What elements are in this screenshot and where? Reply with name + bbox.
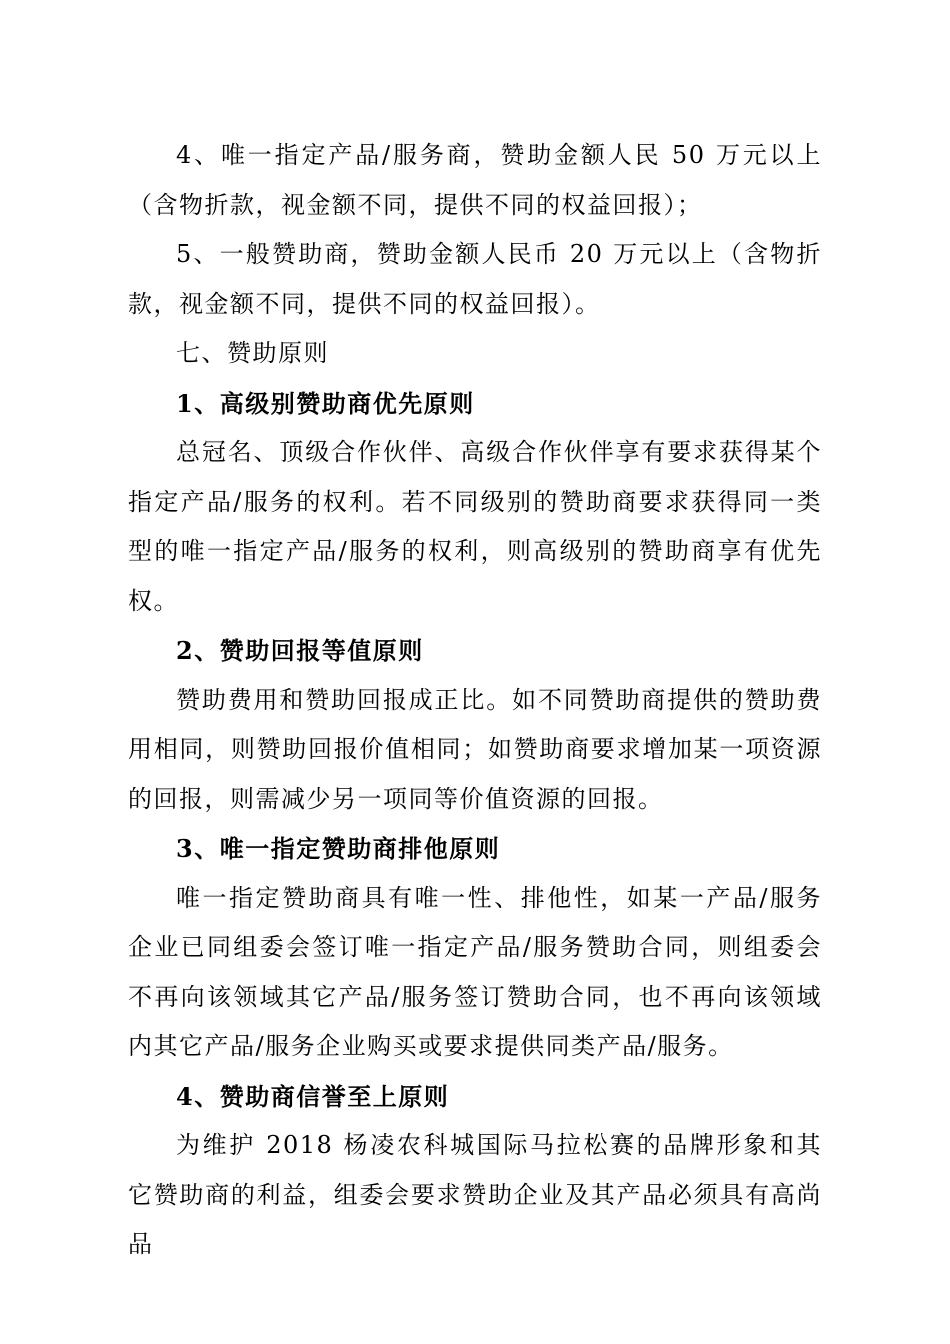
paragraph-priority-principle: 总冠名、顶级合作伙伴、高级合作伙伴享有要求获得某个指定产品/服务的权利。若不同级别的赞助商要求获得同一类型的唯一指定产品/服务的权利，则高级别的赞助商享有优先权。: [128, 438, 822, 615]
heading-reputation-principle: 4、赞助商信誉至上原则: [176, 1081, 450, 1111]
heading-equal-value-principle: 2、赞助回报等值原则: [176, 636, 424, 665]
paragraph-equal-value-principle: 赞助费用和赞助回报成正比。如不同赞助商提供的赞助费用相同，则赞助回报价值相同；如赞助商要求增加某一项资源的回报，则需减少另一项同等价值资源的回报。: [128, 685, 822, 813]
paragraph-reputation-principle: 为维护 2018 杨凌农科城国际马拉松赛的品牌形象和其它赞助商的利益，组委会要求赞助企业及其产品必须具有高尚品: [128, 1131, 822, 1258]
paragraph-tier5-sponsor: 5、一般赞助商，赞助金额人民币 20 万元以上（含物折款，视金额不同，提供不同的权益回报）。: [128, 240, 822, 318]
heading-exclusivity-principle: 3、唯一指定赞助商排他原则: [176, 834, 501, 863]
section-heading-sponsorship-principles: 七、赞助原则: [176, 339, 329, 367]
paragraph-exclusivity-principle: 唯一指定赞助商具有唯一性、排他性，如某一产品/服务企业已同组委会签订唯一指定产品/服务赞助合同，则组委会不再向该领域其它产品/服务签订赞助合同，也不再向该领域内其它产品/服务企业购买或要求提供同类产品/服务。: [128, 883, 822, 1060]
document-page: [128, 131, 822, 1270]
paragraph-tier4-sponsor: 4、唯一指定产品/服务商，赞助金额人民 50 万元以上（含物折款，视金额不同，提供不同的权益回报）；: [128, 141, 822, 219]
heading-priority-principle: 1、高级别赞助商优先原则: [176, 388, 475, 418]
